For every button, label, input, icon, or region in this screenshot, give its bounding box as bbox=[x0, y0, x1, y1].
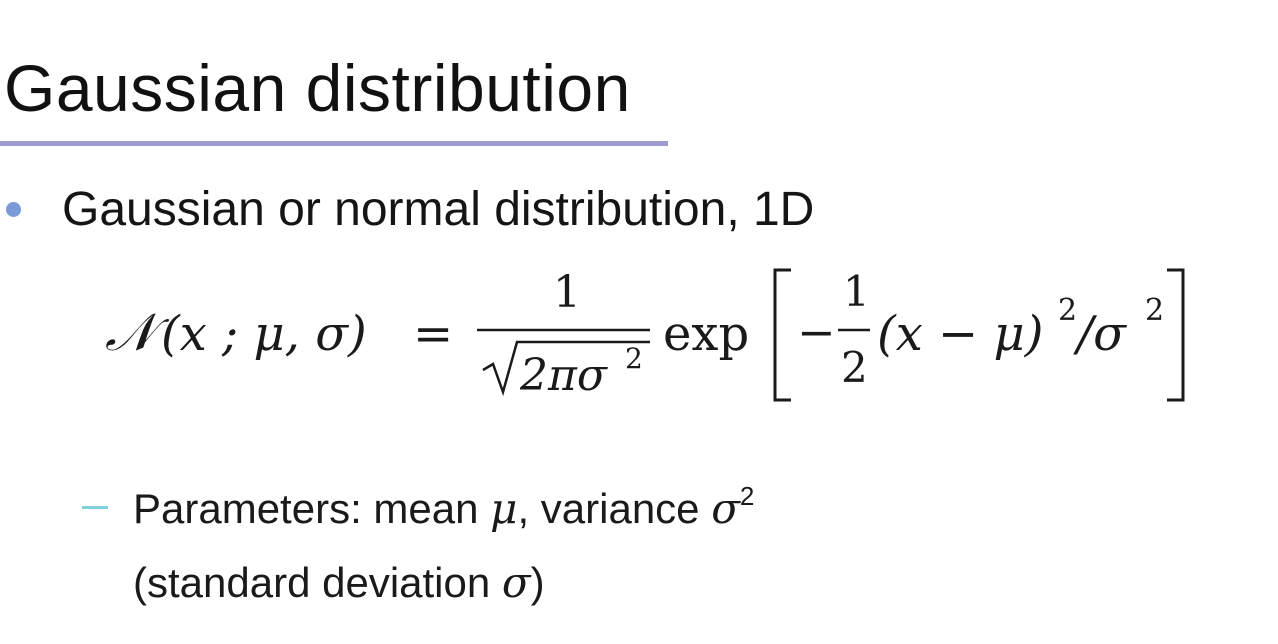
bullet-dot-icon bbox=[6, 202, 21, 217]
std-suffix: ) bbox=[530, 559, 545, 606]
parameters-mid: , variance bbox=[517, 485, 712, 532]
formula-exp: exp bbox=[663, 306, 750, 362]
variance-exponent: 2 bbox=[739, 481, 755, 511]
formula-half-numerator: 1 bbox=[843, 267, 870, 316]
slide-title: Gaussian distribution bbox=[4, 51, 631, 125]
right-bracket-icon bbox=[1167, 270, 1183, 400]
formula-equals: = bbox=[413, 306, 454, 362]
gaussian-formula bbox=[105, 262, 1205, 407]
title-underline bbox=[0, 141, 668, 146]
formula-inner-exp: 2 bbox=[1058, 293, 1078, 328]
parameters-prefix: Parameters: mean bbox=[133, 485, 491, 532]
formula-denominator: 2πσ bbox=[520, 350, 607, 401]
formula-normal-symbol: 𝒩 bbox=[105, 303, 155, 363]
left-bracket-icon bbox=[775, 270, 791, 400]
formula-divide-sigma: /σ bbox=[1077, 306, 1126, 362]
std-prefix: (standard deviation bbox=[133, 559, 502, 606]
formula-denominator-exp: 2 bbox=[625, 342, 643, 375]
bullet-text: Gaussian or normal distribution, 1D bbox=[62, 183, 815, 236]
std-symbol: σ bbox=[501, 558, 531, 607]
formula-inner: (x − μ) bbox=[877, 306, 1044, 362]
formula-minus: − bbox=[797, 305, 836, 359]
formula-svg bbox=[105, 262, 1205, 407]
mean-symbol: μ bbox=[490, 484, 518, 533]
sub-bullet-std-deviation bbox=[133, 558, 545, 607]
sub-bullet-parameters bbox=[133, 481, 754, 533]
formula-lhs-args: (x ; μ, σ) bbox=[161, 306, 367, 362]
variance-symbol: σ bbox=[711, 484, 740, 533]
formula-sigma-exp: 2 bbox=[1145, 293, 1165, 328]
formula-half-denominator: 2 bbox=[841, 343, 868, 392]
sub-bullet-dash-icon bbox=[82, 506, 108, 509]
formula-numerator: 1 bbox=[553, 267, 581, 318]
